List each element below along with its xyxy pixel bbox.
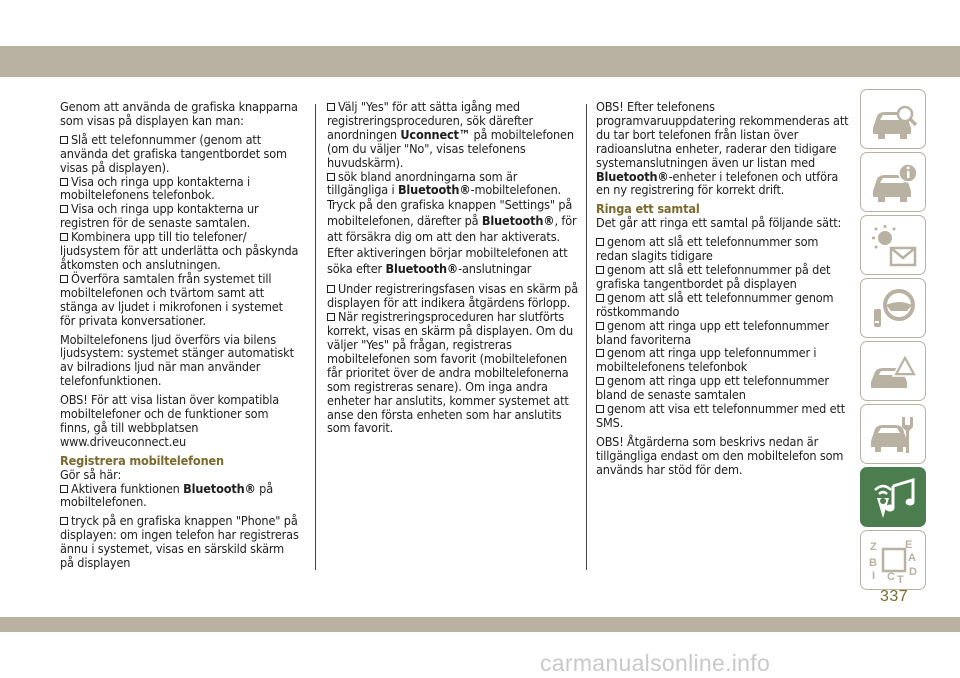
bullet-item: Överföra samtalen från systemet till mobiltelefonen och tvärtom samt att stänga av ljudet i mikrofonen i systemet för privata konversationer. (60, 270, 283, 328)
checkbox-bullet-icon (60, 205, 68, 213)
tab-index[interactable] (860, 530, 926, 590)
column-divider (586, 104, 587, 570)
car-magnifier-icon (869, 98, 919, 142)
tab-multimedia[interactable] (860, 467, 926, 527)
bullet-item: sök bland anordningarna som är tillgängliga i Bluetooth®-mobiltelefonen. (327, 168, 562, 198)
car-info-icon (869, 161, 919, 205)
checkbox-bullet-icon (327, 103, 335, 111)
index-letter: T (897, 574, 904, 583)
bullet-item: Välj "Yes" för att sätta igång med registreringsproceduren, sök därefter anordningen Uconnect™ på mobiltelefonen (om du väljer "No", visas telefonens huvudskärm). (327, 99, 574, 170)
checkbox-bullet-icon (60, 485, 68, 493)
checkbox-bullet-icon (327, 285, 335, 293)
tab-car-tools[interactable] (860, 404, 926, 464)
index-letter: E (905, 539, 913, 551)
checkbox-bullet-icon (60, 178, 68, 186)
checkbox-bullet-icon (327, 313, 335, 321)
checkbox-bullet-icon (60, 275, 68, 283)
checkbox-bullet-icon (596, 266, 604, 274)
bullet-item: Slå ett telefonnummer (genom att använda det grafiska tangentbordet som visas på displayen). (60, 131, 287, 175)
multimedia-music-icon (869, 476, 919, 520)
tab-car-magnifier[interactable] (860, 89, 926, 149)
bullet-item: genom att ringa upp telefonnummer i mobiltelefonens telefonbok (596, 345, 817, 375)
bullet-item: genom att visa ett telefonnummer med ett SMS. (596, 401, 846, 430)
car-hazard-icon (869, 350, 919, 394)
bullet-item: genom att ringa upp ett telefonnummer bland de senaste samtalen (596, 373, 829, 403)
watermark: carmanualsonline.info (540, 650, 771, 676)
checkbox-bullet-icon (60, 233, 68, 241)
tab-steering-key[interactable] (860, 278, 926, 338)
index-letter: A (908, 552, 916, 564)
checkbox-bullet-icon (60, 517, 68, 525)
paragraph: OBS! Åtgärderna som beskrivs nedan är tillgängliga endast om den mobiltelefon som används har stöd för dem. (596, 433, 844, 477)
bullet-item: Visa och ringa upp kontakterna i mobiltelefonens telefonbok. (60, 173, 250, 203)
page-number: 337 (880, 588, 909, 605)
bullet-item: tryck på en grafiska knappen "Phone" på displayen: om ingen telefon har registreras ännu i systemet, visas en särskild skärm på displayen (60, 513, 299, 571)
index-letter: B (869, 557, 877, 569)
checkbox-bullet-icon (596, 322, 604, 330)
index-letter: Z (870, 541, 877, 553)
bullet-item: genom att slå ett telefonnummer på det grafiska tangentbordet på displayen (596, 261, 831, 291)
section-heading: Registrera mobiltelefonen (60, 452, 224, 468)
bottom-band (0, 617, 960, 632)
index-alphabet-icon (869, 539, 919, 583)
warning-lights-message-icon (869, 224, 919, 268)
checkbox-bullet-icon (327, 173, 335, 181)
tab-warning-lights[interactable] (860, 215, 926, 275)
text-column-1 (60, 100, 300, 570)
bullet-item: Under registreringsfasen visas en skärm på displayen för att indikera åtgärdens förlopp. (327, 281, 578, 311)
checkbox-bullet-icon (596, 349, 604, 357)
text-column-3 (596, 100, 851, 482)
tab-car-hazard[interactable] (860, 341, 926, 401)
checkbox-bullet-icon (596, 377, 604, 385)
tab-car-info[interactable] (860, 152, 926, 212)
text-column-2 (327, 100, 579, 435)
checkbox-bullet-icon (596, 294, 604, 302)
bullet-item: Aktivera funktionen Bluetooth® på mobiltelefonen. (60, 480, 274, 510)
car-tools-icon (869, 413, 919, 457)
bullet-item: genom att ringa upp ett telefonnummer bland favoriterna (596, 317, 829, 347)
paragraph: OBS! Efter telefonens programvaruuppdatering rekommenderas att du tar bort telefonen från listan över radioanslutna enheter, raderar den tidigare systemanslutningen även ur listan med Bluetooth®-enheter i telefonen och utföra en ny registrering för korrekt drift. (596, 99, 849, 198)
paragraph: Det går att ringa ett samtal på följande sätt: (596, 215, 842, 231)
bullet-item: Visa och ringa upp kontakterna ur registren för de senaste samtalen. (60, 201, 259, 231)
bullet-item: genom att slå ett telefonnummer genom röstkommando (596, 289, 834, 319)
bullet-item: genom att slå ett telefonnummer som redan slagits tidigare (596, 234, 819, 264)
checkbox-bullet-icon (596, 238, 604, 246)
index-letter: I (872, 570, 876, 582)
bullet-item: Kombinera upp till tio telefoner/ ljudsystem för att underlätta och påskynda åtkomsten och anslutningen. (60, 229, 299, 272)
bullet-item: När registreringsproceduren har slutförts korrekt, visas en skärm på displayen. Om du väljer "Yes" på frågan, registreras mobiltelefonen som favorit (mobiltelefonen får prioritet över de andra mobiltelefonerna som registreras senare). Om inga andra enheter har anslutits, kommer systemet att anse den första enheten som har anslutits som favorit. (327, 309, 574, 436)
index-letter: C (887, 571, 895, 583)
checkbox-bullet-icon (596, 405, 604, 413)
index-letter: D (909, 566, 917, 578)
paragraph: Genom att använda de grafiska knapparna som visas på displayen kan man: (60, 99, 298, 128)
paragraph: OBS! För att visa listan över kompatibla mobiltelefoner och de funktioner som finns, gå till webbplatsen www.driveuconnect.eu (60, 392, 280, 449)
checkbox-bullet-icon (60, 136, 68, 144)
section-heading: Ringa ett samtal (596, 201, 700, 217)
steering-wheel-key-icon (869, 287, 919, 331)
paragraph: Gör så här: (60, 466, 122, 482)
top-band (0, 46, 960, 77)
paragraph: Tryck på den grafiska knappen "Settings" på mobiltelefonen, därefter på Bluetooth®, för att försäkra dig om att den har aktiverats. Efter aktiveringen börjar mobiltelefonen att söka efter Bluetooth®-anslutningar (327, 197, 577, 277)
paragraph: Mobiltelefonens ljud överförs via bilens ljudsystem: systemet stänger automatiskt av bilradions ljud när man använder telefonfunktionen. (60, 331, 294, 389)
column-divider (315, 104, 316, 570)
